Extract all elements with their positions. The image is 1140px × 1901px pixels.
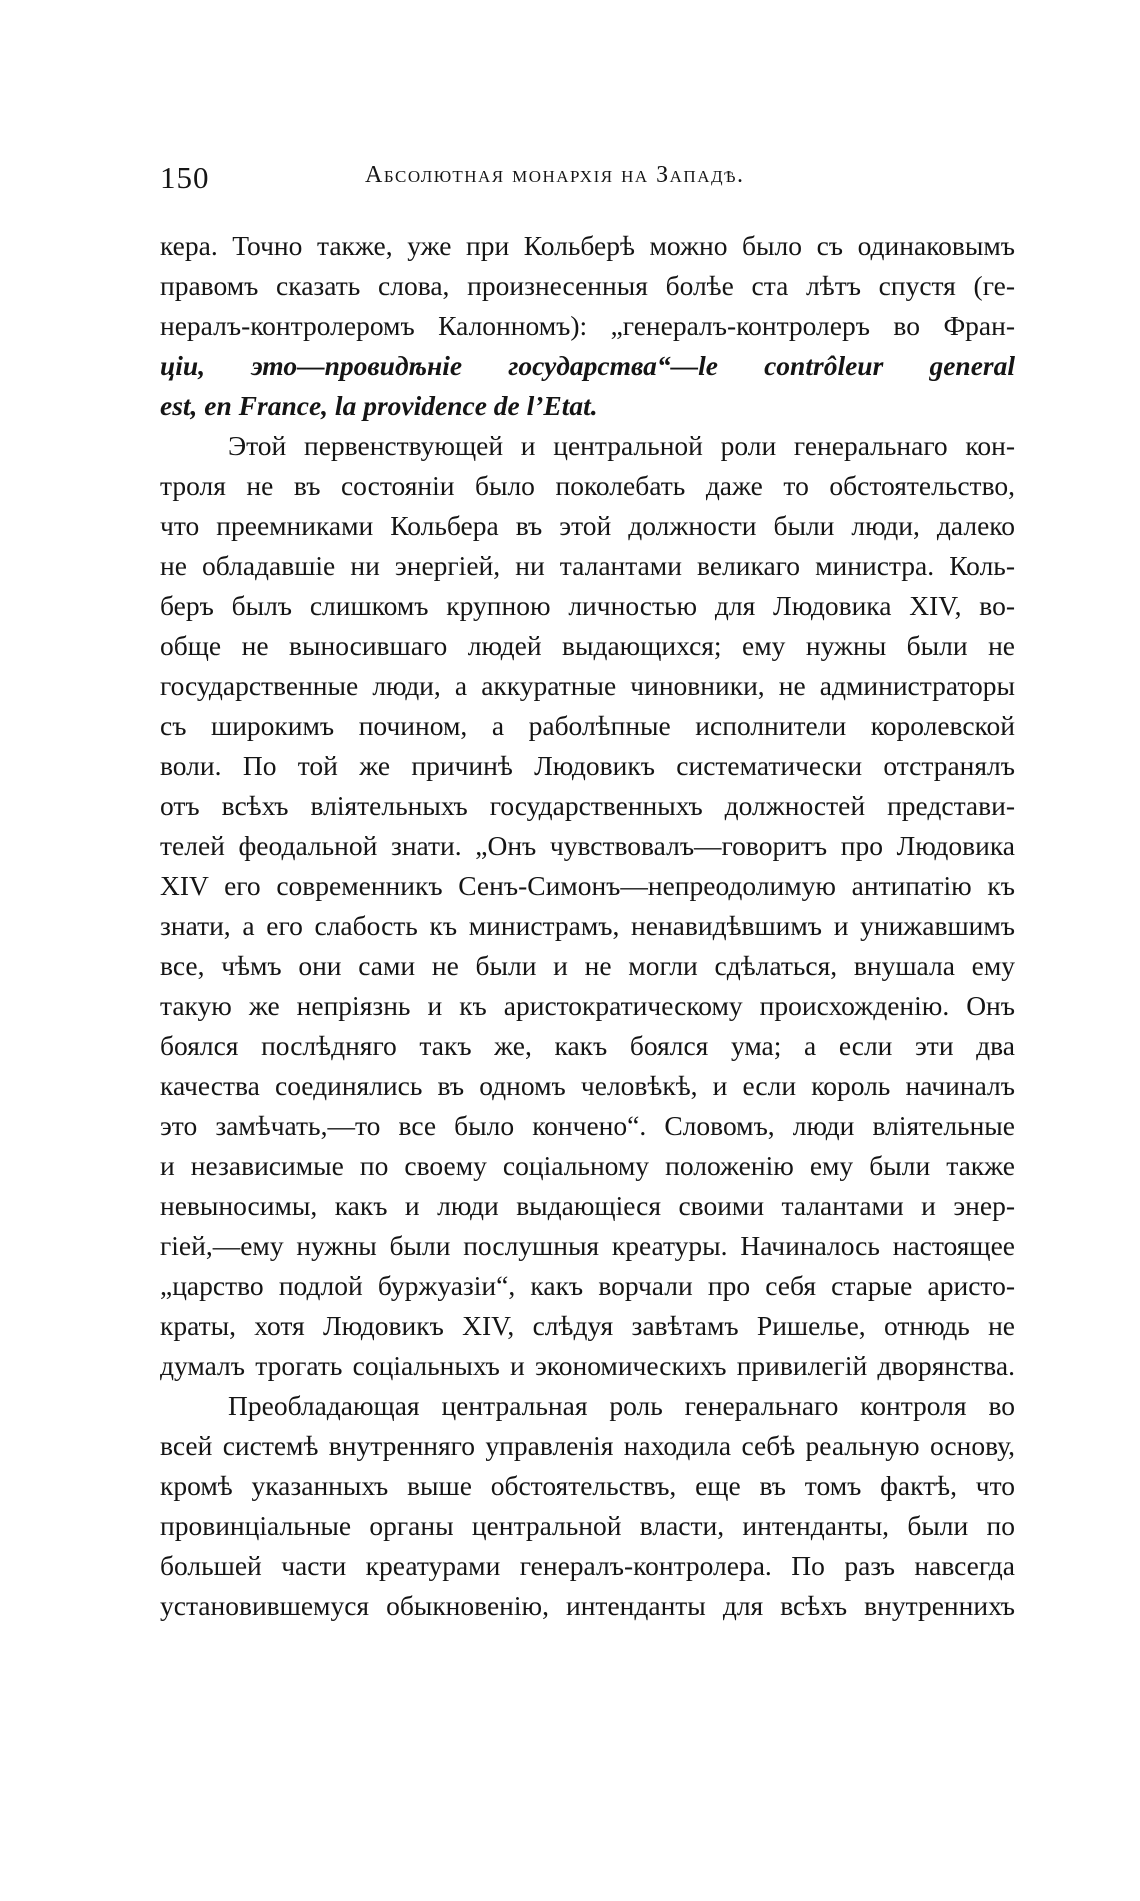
text-line: XIV его современникъ Сенъ-Симонъ—непреодолимую антипатію къ	[160, 870, 1015, 901]
text-line: краты, хотя Людовикъ XIV, слѣдуя завѣтамъ Ришелье, отнюдь не	[160, 1310, 1015, 1341]
text-line: воли. По той же причинѣ Людовикъ систематически отстранялъ	[160, 750, 1015, 781]
text-line: думалъ трогать соціальныхъ и экономическихъ привилегій дворянства.	[160, 1350, 1015, 1381]
page-header	[160, 160, 1015, 204]
page-number: 150	[160, 160, 210, 195]
text-line: правомъ сказать слова, произнесенныя болѣе ста лѣтъ спустя (ге-	[160, 270, 1015, 301]
text-line: „царство подлой буржуазіи“, какъ ворчали про себя старые аристо-	[160, 1270, 1015, 1301]
text-line: все, чѣмъ они сами не были и не могли сдѣлаться, внушала ему	[160, 950, 1015, 981]
text-line: съ широкимъ почином, а раболѣпные исполнители королевской	[160, 710, 1015, 741]
text-line: Этой первенствующей и центральной роли генеральнаго кон-	[228, 430, 1015, 461]
text-line: обще не выносившаго людей выдающихся; ему нужны были не	[160, 630, 1015, 661]
text-line: провинціальные органы центральной власти, интенданты, были по	[160, 1510, 1015, 1541]
text-line: троля не въ состояніи было поколебать даже то обстоятельство,	[160, 470, 1015, 501]
text-line: отъ всѣхъ вліятельныхъ государственныхъ должностей представи-	[160, 790, 1015, 821]
text-line: кера. Точно также, уже при Кольберѣ можно было съ одинаковымъ	[160, 230, 1015, 261]
text-line: знати, а его слабость къ министрамъ, ненавидѣвшимъ и унижавшимъ	[160, 910, 1015, 941]
running-title: Абсолютная монархія на Западѣ.	[365, 162, 745, 188]
text-line: государственные люди, а аккуратные чиновники, не администраторы	[160, 670, 1015, 701]
text-line: невыносимы, какъ и люди выдающіеся своими талантами и энер-	[160, 1190, 1015, 1221]
text-line: нералъ-контролеромъ Калонномъ): „генералъ-контролеръ во Фран-	[160, 310, 1015, 341]
text-line: всей системѣ внутренняго управленія находила себѣ реальную основу,	[160, 1430, 1015, 1461]
text-line: телей феодальной знати. „Онъ чувствовалъ—говоритъ про Людовика	[160, 830, 1015, 861]
text-line: такую же непріязнь и къ аристократическому происхожденію. Онъ	[160, 990, 1015, 1021]
text-line: гіей,—ему нужны были послушныя креатуры. Начиналось настоящее	[160, 1230, 1015, 1261]
body-text	[160, 226, 1015, 1626]
text-line: что преемниками Кольбера въ этой должности были люди, далеко	[160, 510, 1015, 541]
text-line: ціи, это—провидѣніе государства“—le contrôleur general	[160, 350, 1015, 381]
text-line: качества соединялись въ одномъ человѣкѣ, и если король начиналъ	[160, 1070, 1015, 1101]
text-line: беръ былъ слишкомъ крупною личностью для Людовика XIV, во-	[160, 590, 1015, 621]
text-line: большей части креатурами генералъ-контролера. По разъ навсегда	[160, 1550, 1015, 1581]
text-line: Преобладающая центральная роль генеральнаго контроля во	[228, 1390, 1015, 1421]
text-line: и независимые по своему соціальному положенію ему были также	[160, 1150, 1015, 1181]
text-line: est, en France, la providence de l’Etat.	[160, 390, 598, 421]
text-line: установившемуся обыкновенію, интенданты для всѣхъ внутреннихъ	[160, 1590, 1015, 1621]
text-line: кромѣ указанныхъ выше обстоятельствъ, еще въ томъ фактѣ, что	[160, 1470, 1015, 1501]
text-line: боялся послѣдняго такъ же, какъ боялся ума; а если эти два	[160, 1030, 1015, 1061]
text-line: не обладавшіе ни энергіей, ни талантами великаго министра. Коль-	[160, 550, 1015, 581]
text-line: это замѣчать,—то все было кончено“. Словомъ, люди вліятельные	[160, 1110, 1015, 1141]
